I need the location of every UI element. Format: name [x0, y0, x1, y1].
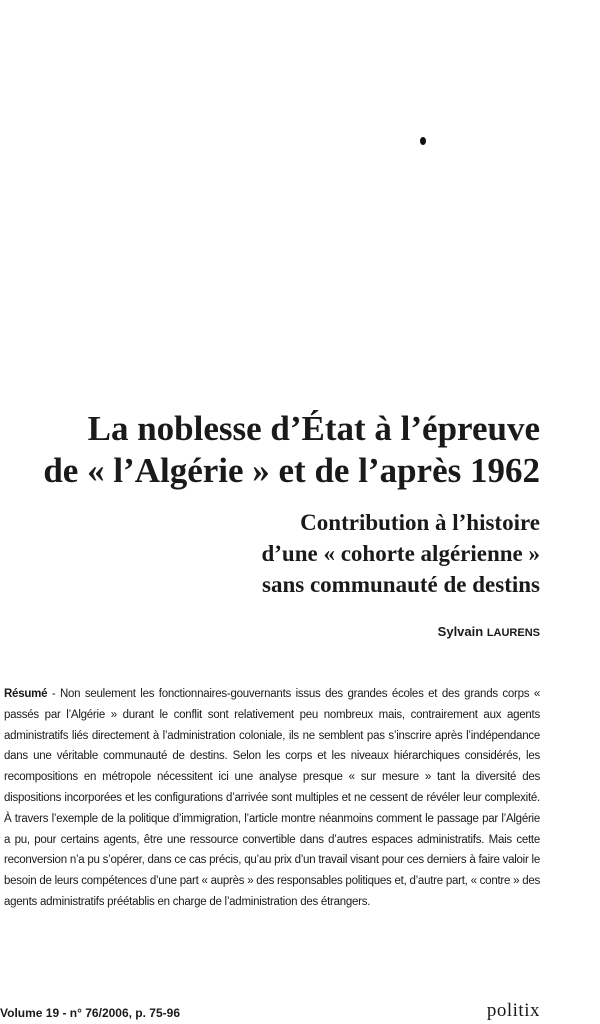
author-name: [438, 624, 540, 639]
abstract-text: - Non seulement les fonctionnaires-gouvernants issus des grandes écoles et des grands corps « passés par l’Algérie » durant le conflit sont relativement peu nombreux mais, contrairement aux agents administratifs liés directement à l’administration coloniale, ils ne semblent pas s’inscrire après l’indépendance dans une véritable communauté de destins. Selon les corps et les niveaux hiérarchiques considérés, les recompositions en métropole nécessitent ici une analyse presque « sur mesure » tant la diversité des dispositions incorporées et les configurations d’arrivée sont multiples et ne cessent de révéler leur complexité. À travers l’exemple de la politique d’immigration, l’article montre néanmoins comment le passage par l’Algérie a pu, pour certains agents, être une ressource convertible dans d’autres espaces administratifs. Mais cette reconversion n’a pu s’opérer, dans ce cas précis, qu’au prix d’un travail visant pour ces derniers à faire valoir le besoin de leurs compétences d’une part « auprès » des responsables politiques et, d’autre part, « contre » des agents administratifs préétablis en charge de l’administration des étrangers.: [4, 688, 540, 908]
subtitle-line-2: d’une « cohorte algérienne »: [261, 541, 540, 566]
abstract-label: Résumé: [4, 688, 48, 700]
author-first-name: Sylvain: [437, 624, 484, 639]
subtitle-line-3: sans communauté de destins: [262, 572, 540, 597]
author-last-name: LAURENS: [486, 627, 540, 639]
journal-name: politix: [486, 1000, 540, 1021]
title-line-2: de « l’Algérie » et de l’après 1962: [43, 451, 540, 490]
abstract: [4, 684, 540, 913]
scan-speck: [420, 137, 426, 145]
article-subtitle: [261, 507, 540, 600]
subtitle-line-1: Contribution à l’histoire: [300, 510, 540, 535]
article-title: [43, 408, 540, 492]
footer-citation: Volume 19 - n° 76/2006, p. 75-96: [0, 1006, 180, 1020]
title-line-1: La noblesse d’État à l’épreuve: [87, 409, 540, 448]
